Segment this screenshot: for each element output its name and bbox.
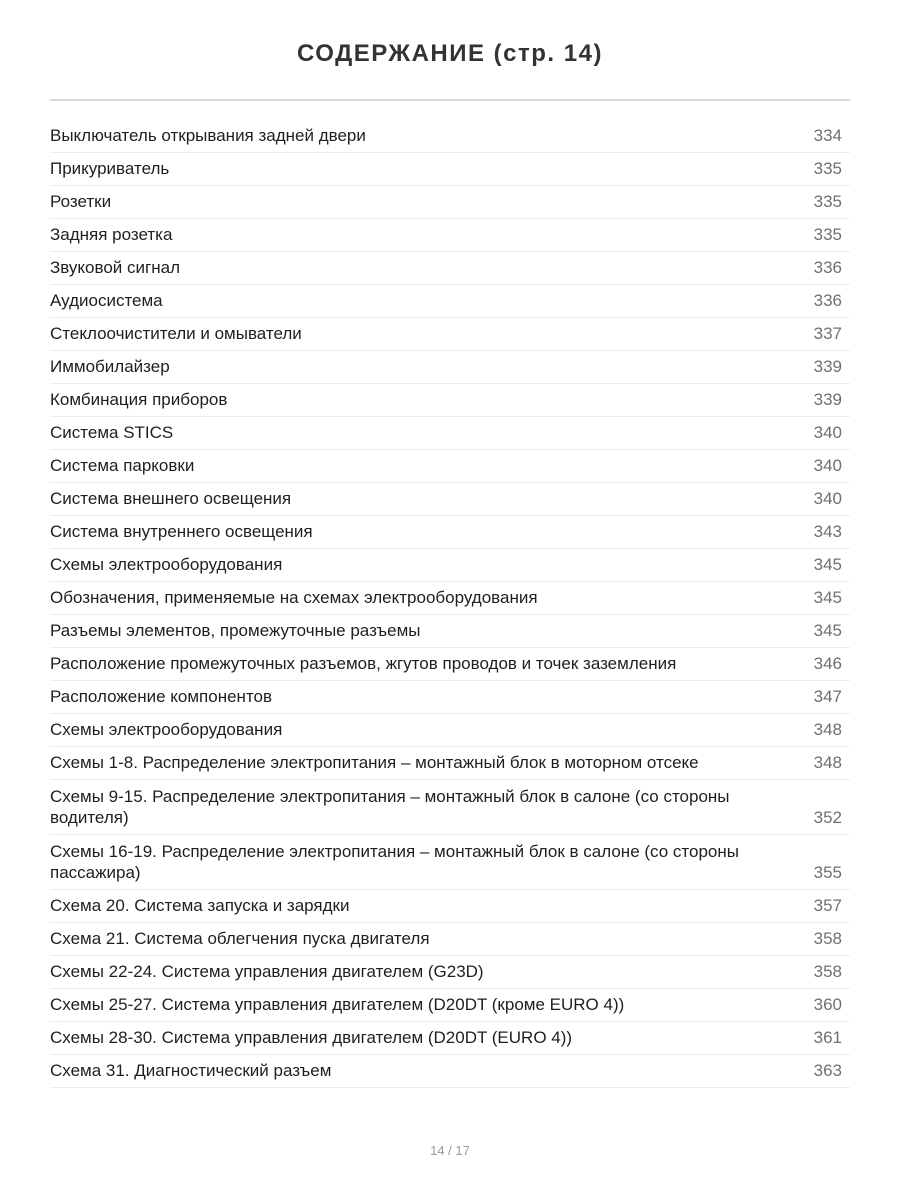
toc-entry-title: Система STICS <box>50 423 174 442</box>
toc-entry-page: 345 <box>813 555 842 574</box>
toc-entry[interactable] <box>50 780 850 835</box>
toc-entry-title: Схемы 16-19. Распределение электропитания – монтажный блок в салоне (со стороны пассажира) <box>50 842 739 882</box>
toc-entry-page: 360 <box>813 995 842 1014</box>
toc-entry-page: 361 <box>813 1028 842 1047</box>
toc-entry-page: 335 <box>813 159 842 178</box>
title-divider <box>50 99 850 101</box>
toc-entry-title: Аудиосистема <box>50 291 163 310</box>
toc-entry-title: Схемы электрооборудования <box>50 555 283 574</box>
toc-entry-title: Схема 21. Система облегчения пуска двигателя <box>50 929 430 948</box>
toc-entry[interactable] <box>50 615 850 648</box>
toc-entry-title: Схемы 9-15. Распределение электропитания – монтажный блок в салоне (со стороны водителя) <box>50 787 730 827</box>
toc-entry-title: Система парковки <box>50 456 195 475</box>
toc-entry-title: Разъемы элементов, промежуточные разъемы <box>50 621 421 640</box>
toc-entry-page: 335 <box>813 225 842 244</box>
toc-entry[interactable] <box>50 1022 850 1055</box>
toc-entry-page: 334 <box>813 126 842 145</box>
toc-entry-title: Расположение промежуточных разъемов, жгутов проводов и точек заземления <box>50 654 677 673</box>
toc-entry-page: 345 <box>813 621 842 640</box>
toc-entry-page: 363 <box>813 1061 842 1080</box>
toc-entry-page: 340 <box>813 456 842 475</box>
toc-entry-title: Система внутреннего освещения <box>50 522 313 541</box>
toc-entry-page: 343 <box>813 522 842 541</box>
toc-entry-page: 355 <box>813 863 842 882</box>
toc-entry-page: 336 <box>813 291 842 310</box>
page-title: СОДЕРЖАНИЕ (стр. 14) <box>297 40 603 67</box>
toc-entry-page: 345 <box>813 588 842 607</box>
toc-entry[interactable] <box>50 681 850 714</box>
toc-entry-title: Схемы 22-24. Система управления двигателем (G23D) <box>50 962 484 981</box>
toc-entry[interactable] <box>50 1055 850 1088</box>
toc-entry-title: Схемы 25-27. Система управления двигателем (D20DT (кроме EURO 4)) <box>50 995 625 1014</box>
toc-entry[interactable] <box>50 890 850 923</box>
toc-entry-title: Звуковой сигнал <box>50 258 180 277</box>
toc-entry[interactable] <box>50 923 850 956</box>
toc-entry-title: Прикуриватель <box>50 159 170 178</box>
toc-entry[interactable] <box>50 483 850 516</box>
toc-entry[interactable] <box>50 252 850 285</box>
toc-entry-page: 340 <box>813 489 842 508</box>
toc-entry-page: 358 <box>813 962 842 981</box>
toc-entry[interactable] <box>50 582 850 615</box>
toc-entry[interactable] <box>50 648 850 681</box>
toc-entry[interactable] <box>50 318 850 351</box>
toc-entry-page: 339 <box>813 390 842 409</box>
toc-entry-title: Обозначения, применяемые на схемах электрооборудования <box>50 588 538 607</box>
toc-entry[interactable] <box>50 186 850 219</box>
toc-entry[interactable] <box>50 120 850 153</box>
toc-entry-title: Выключатель открывания задней двери <box>50 126 366 145</box>
toc-entry-title: Иммобилайзер <box>50 357 170 376</box>
toc-entry-title: Схемы 28-30. Система управления двигателем (D20DT (EURO 4)) <box>50 1028 573 1047</box>
toc-entry-page: 352 <box>813 808 842 827</box>
toc-entry-title: Схема 31. Диагностический разъем <box>50 1061 332 1080</box>
toc-entry-page: 339 <box>813 357 842 376</box>
toc-entry[interactable] <box>50 549 850 582</box>
toc-entry-page: 346 <box>813 654 842 673</box>
toc-entry-title: Схемы 1-8. Распределение электропитания – монтажный блок в моторном отсеке <box>50 753 699 772</box>
toc-entry-title: Комбинация приборов <box>50 390 228 409</box>
toc-entry-title: Система внешнего освещения <box>50 489 292 508</box>
toc-entry-page: 337 <box>813 324 842 343</box>
toc-entry-page: 335 <box>813 192 842 211</box>
toc-entry[interactable] <box>50 835 850 890</box>
toc-entry-page: 340 <box>813 423 842 442</box>
toc-entry[interactable] <box>50 516 850 549</box>
toc-entry-title: Задняя розетка <box>50 225 173 244</box>
toc-entry[interactable] <box>50 450 850 483</box>
toc-entry[interactable] <box>50 417 850 450</box>
toc-entry-page: 358 <box>813 929 842 948</box>
toc-entry-page: 336 <box>813 258 842 277</box>
table-of-contents <box>50 120 850 1088</box>
toc-entry-page: 348 <box>813 720 842 739</box>
toc-entry[interactable] <box>50 714 850 747</box>
toc-entry[interactable] <box>50 956 850 989</box>
toc-entry-page: 357 <box>813 896 842 915</box>
toc-entry[interactable] <box>50 384 850 417</box>
toc-entry-page: 348 <box>813 753 842 772</box>
toc-entry-title: Стеклоочистители и омыватели <box>50 324 302 343</box>
toc-entry[interactable] <box>50 351 850 384</box>
toc-entry-title: Расположение компонентов <box>50 687 273 706</box>
toc-entry[interactable] <box>50 285 850 318</box>
toc-entry[interactable] <box>50 219 850 252</box>
toc-entry-page: 347 <box>813 687 842 706</box>
toc-entry-title: Схема 20. Система запуска и зарядки <box>50 896 350 915</box>
toc-entry-title: Схемы электрооборудования <box>50 720 283 739</box>
toc-entry-title: Розетки <box>50 192 112 211</box>
toc-entry[interactable] <box>50 989 850 1022</box>
page-number: 14 / 17 <box>430 1143 470 1158</box>
toc-entry[interactable] <box>50 747 850 780</box>
toc-entry[interactable] <box>50 153 850 186</box>
